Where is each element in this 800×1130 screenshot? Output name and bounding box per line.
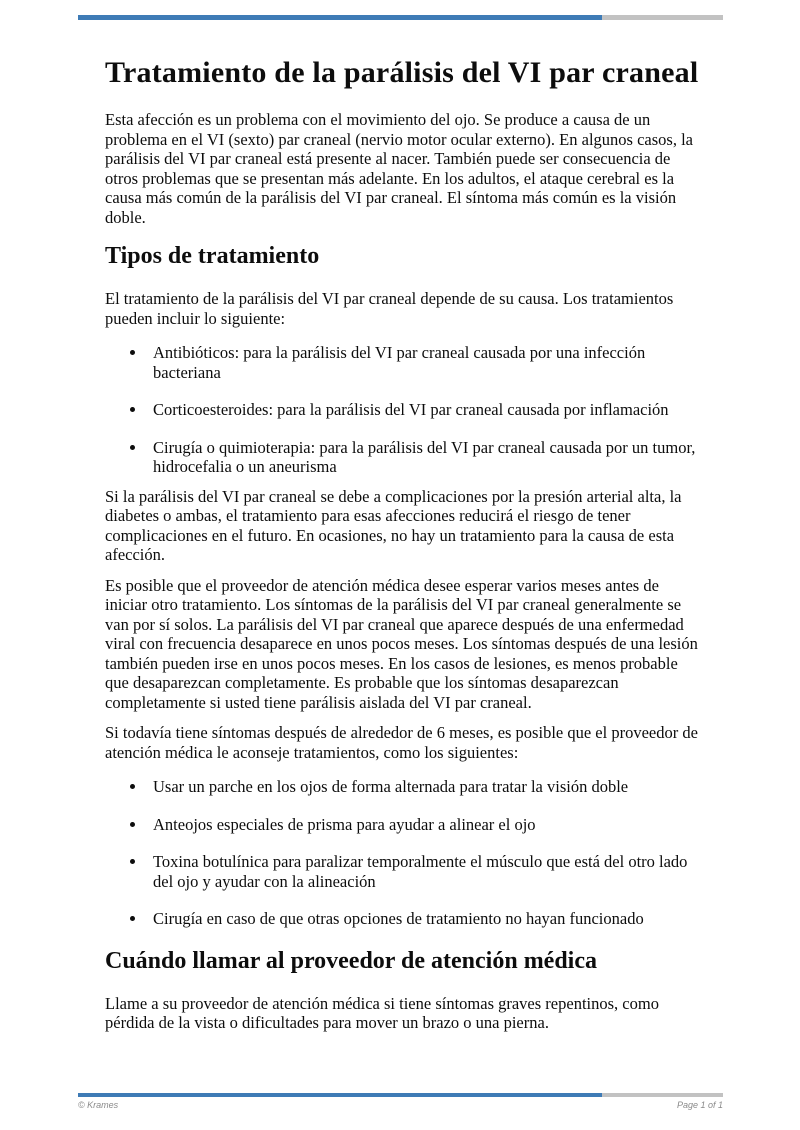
footer-accent-rule bbox=[78, 1093, 723, 1097]
follow-up-treatment-bullet-list bbox=[105, 777, 705, 929]
six-months-paragraph: Si todavía tiene síntomas después de alrededor de 6 meses, es posible que el proveedor de atención médica le aconseje tratamientos, como los siguientes: bbox=[105, 723, 698, 762]
header-accent-rule bbox=[78, 0, 723, 20]
footer-text-row bbox=[78, 1100, 723, 1110]
footer-copyright: © Krames bbox=[78, 1100, 119, 1110]
section-heading-treatment-types: Tipos de tratamiento bbox=[105, 243, 320, 269]
list-item: • Antibióticos: para la parálisis del VI par craneal causada por una infección bacteriana bbox=[147, 343, 705, 382]
document-body bbox=[105, 54, 705, 1033]
list-item: • Usar un parche en los ojos de forma alternada para tratar la visión doble bbox=[147, 777, 705, 797]
list-item: • Cirugía o quimioterapia: para la parálisis del VI par craneal causada por un tumor, hidrocefalia o un aneurisma bbox=[147, 438, 705, 477]
list-item: • Corticoesteroides: para la parálisis del VI par craneal causada por inflamación bbox=[147, 400, 705, 420]
list-item: • Cirugía en caso de que otras opciones de tratamiento no hayan funcionado bbox=[147, 909, 705, 929]
header-rule-gray-segment bbox=[602, 15, 723, 20]
when-to-call-paragraph: Llame a su proveedor de atención médica si tiene síntomas graves repentinos, como pérdida de la vista o dificultades para mover un brazo o una pierna. bbox=[105, 993, 659, 1032]
page-footer bbox=[0, 1093, 800, 1110]
header-rule-blue-segment bbox=[78, 15, 602, 20]
list-item: • Toxina botulínica para paralizar temporalmente el músculo que está del otro lado del ojo y ayudar con la alineación bbox=[147, 852, 705, 891]
treatment-lead-paragraph: El tratamiento de la parálisis del VI par craneal depende de su causa. Los tratamientos pueden incluir lo siguiente: bbox=[105, 289, 674, 328]
page-title: Tratamiento de la parálisis del VI par craneal bbox=[105, 56, 699, 89]
list-item: • Anteojos especiales de prisma para ayudar a alinear el ojo bbox=[147, 815, 705, 835]
wait-and-see-paragraph: Es posible que el proveedor de atención médica desee esperar varios meses antes de iniciar otro tratamiento. Los síntomas de la parálisis del VI par craneal generalmente se van por sí solos. La parálisis del VI par craneal que aparece después de una enfermedad viral con frecuencia desaparece en unos pocos meses. Los síntomas después de una lesión también pueden irse en unos pocos meses. En los casos de lesiones, es menos probable que desaparezcan completamente. Es probable que los síntomas desaparezcan completamente si usted tiene parálisis aislada del VI par craneal. bbox=[105, 575, 698, 712]
section-heading-when-to-call: Cuándo llamar al proveedor de atención médica bbox=[105, 947, 597, 974]
footer-rule-blue-segment bbox=[78, 1093, 602, 1097]
treatment-bullet-list bbox=[105, 343, 705, 477]
complications-paragraph: Si la parálisis del VI par craneal se debe a complicaciones por la presión arterial alta, la diabetes o ambas, el tratamiento para esas afecciones reducirá el riesgo de tener complicaciones en el futuro. En ocasiones, no hay un tratamiento para la causa de esta afección. bbox=[105, 486, 682, 564]
intro-paragraph: Esta afección es un problema con el movimiento del ojo. Se produce a causa de un problema en el VI (sexto) par craneal (nervio motor ocular externo). En algunos casos, la parálisis del VI par craneal está presente al nacer. También puede ser consecuencia de otros problemas que se presentan más adelante. En los adultos, el ataque cerebral es la causa más común de la parálisis del VI par craneal. El síntoma más común es la visión doble. bbox=[105, 110, 693, 227]
footer-page-number: Page 1 of 1 bbox=[676, 1100, 723, 1110]
footer-rule-gray-segment bbox=[602, 1093, 723, 1097]
